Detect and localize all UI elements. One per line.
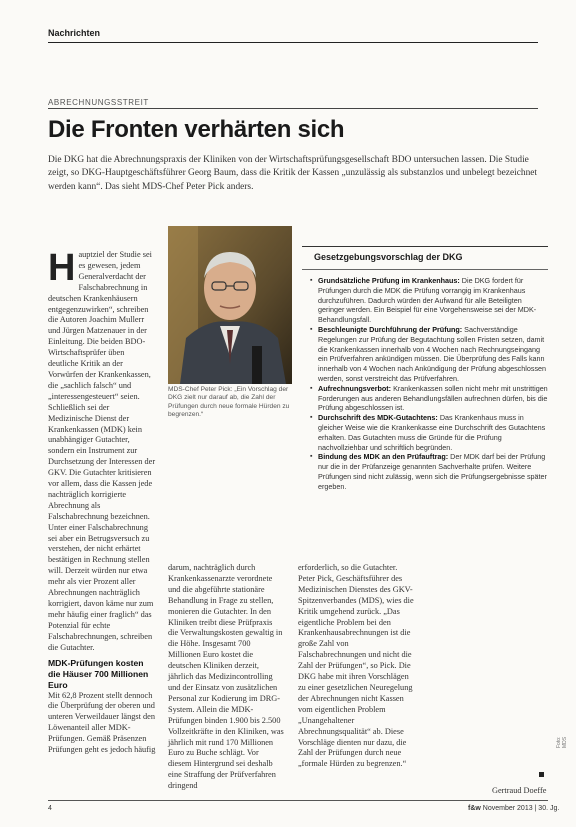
portrait-photo [168,226,292,384]
sidebar-item-title: Bindung des MDK an den Prüfauftrag: [318,452,449,462]
sidebar-item-title: Beschleunigte Durchführung der Prüfung: [318,324,463,334]
column-1-text: auptziel der Studie sei es gewesen, jedem Generalverdacht der Falschabrechnung in deutschen Krankenhäusern entgegenzuwirken“, schreiben die Autoren Joachim Mullerr und Jürgen Matzenauer in der Einleitung. Die beiden BDO-Wirtschaftsprüfer üben deutliche Kritik an der Vorwürfen der Krankenkassen, die „sachlich falsch“ und „interessengesteuert“ seien. Schließlich sei der Medizinische Dienst der Krankenkassen (MDK) kein unabhängiger Gutachter, sondern ein Instrument zur Durchsetzung der Interessen der GKV. Die Gutachter kritisieren vor allem, dass die Kassen jede nachträglich korrigierte Abrechnung als Falschabrechnung bezeichnen. Unter einer Falschabrechnung sei aber ein Betrugsversuch zu verstehen, der nicht erhärtet bestätigen in Rechnung stellen will. Derzeit würden nur etwa mehr als vier Prozent aller Abrechnungen nachträglich korrigiert, davon käme nur zum mehr häufig einer fraglich“ das Potenzial für echte Falschabrechnungen, schreiben die Gutachter. [48,250,156,652]
article-subheading: MDK-Prüfungen kosten die Häuser 700 Millionen Euro [48,657,149,690]
article-column-3: erforderlich, so die Gutachter. Peter Pick, Geschäftsführer des Medizinischen Dienstes des GKV-Spitzenverbandes (MDS), wies die Kritik umgehend zurück. „Das eigentliche Problem bei den Krankenhausabrechnungen ist die große Zahl von Falschabrechnungen und nicht die Zahl der Prüfungen“, so Pick. Die DKG habe mit ihren Vorschlägen zu einer gesetzlichen Neuregelung der Abrechnungen nicht Kassen vom eigentlichen Problem „Unangehaltener Abrechnungsqualität“ ab. Diese Vorschläge dienten nur dazu, die Zahl der Prüfungen durch neue „formale Hürden zu begrenzen.“ [298,563,414,769]
portrait-image [168,226,292,384]
article-lead: Die DKG hat die Abrechnungspraxis der Kliniken von der Wirtschaftsprüfungsgesellschaft BDO untersuchen lassen. Die Studie zeigt, so DKG-Hauptgeschäftsführer Georg Baum, dass die Kritik der Kassen „unzulässig als substanzlos und unbelegt bezeichnet werden kann“. Das sieht MDS-Chef Peter Pick anders. [48,155,538,192]
sidebar-item-text: Der MDK darf bei der Prüfung nur die in der Prüfanzeige genannten Sachverhalte prüfen. Weitere Prüfungen sind nicht zulässig, wenn sich die Prüfungsergebnisse später ergeben. [318,452,547,491]
top-rule [48,42,538,43]
sidebar-item-text: Das Krankenhaus muss in gleicher Weise wie die Krankenkasse eine Durchschrift des Gutachtens erhalten. Das Gutachten muss die Gründe für die Prüfung nachvollziehbar und schriftlich begründen. [318,413,546,452]
sidebar-item [310,413,548,452]
column-1-continued: Mit 62,8 Prozent stellt dennoch die Überprüfung der oberen und unteren Verweildauer längst den Löwenanteil aller MDK-Prüfungen. Gemäß Präsenzen Prüfungen geht es jedoch häufig [48,690,156,755]
bottom-rule [48,800,548,801]
section-label: Nachrichten [48,28,101,38]
sidebar-item-text: Sachverständige Regelungen zur Prüfung der Begutachtung sollen Fristen setzen, damit die Krankenkassen innerhalb von 4 Wochen nach Rechnungseingang ein Prüfverfahren ankündigen müssen. Die Überprüfung des Falls kann innerhalb von 4 Wochen nach Ankündigung der Prüfung abgeschlossen werden, sonst verstreicht das Prüfverfahren. [318,324,547,383]
sidebar-item [310,452,548,491]
sidebar-item-title: Grundsätzliche Prüfung im Krankenhaus: [318,276,460,285]
article-title: Die Fronten verhärten sich [48,116,345,143]
sidebar-item-text: Die DKG fordert für Prüfungen durch die MDK die Prüfung vorrangig im Krankenhaus durchzuführen. Dadurch würden der Aufwand für alle Beteiligten geringer werden. Ein Beispiel für eine Vorgehensweise sei der MDK-Behandlungsfall. [318,276,537,325]
article-column-1 [48,247,156,756]
sidebar-heading: Gesetzgebungsvorschlag der DKG [314,252,463,262]
sidebar-heading-bar [302,246,548,270]
sidebar-item-title: Aufrechnungsverbot: [318,383,392,393]
photo-caption: MDS-Chef Peter Pick: „Ein Vorschlag der DKG zielt nur darauf ab, die Zahl der Prüfungen durch neue formale Hürden zu begrenzen.“ [168,386,290,419]
end-mark [539,772,544,777]
sidebar-item [310,384,548,413]
sidebar-item-title: Durchschrift des MDK-Gutachtens: [318,413,438,423]
kicker-rule [48,108,538,109]
footer-issue [468,805,559,812]
drop-cap: H [48,247,76,289]
article-column-2: darum, nachträglich durch Krankenkassenarzte verordnete und die abgeführte stationäre Behandlung in Frage zu stellen, monieren die Gutachter. In den Kliniken treibt diese Prüfpraxis die Verwaltungskosten gewaltig in die Höhe. Insgesamt 700 Millionen Euro kostet die deutschen Kliniken derzeit, jährlich das Medizincontrolling und der Einsatz von zusätzlichen Personal zur Kodierung im DRG-System. Allein die MDK-Prüfungen binden 1.900 bis 2.500 Vollzeitkräfte in den Kliniken, was jährlich mit rund 170 Millionen Euro zu Buche schlägt. Vor diesem Hintergrund sei deshalb eine Straffung der Prüfverfahren dringend [168,563,284,791]
photo-credit: Foto: MDS [556,736,568,748]
magazine-name: f&w [468,805,481,812]
article-kicker: ABRECHNUNGSSTREIT [48,98,149,107]
sidebar-item [310,325,548,384]
sidebar-item [310,276,548,325]
sidebar-list [310,276,548,492]
issue-date: November 2013 | 30. Jg. [482,805,560,812]
page-number: 4 [48,805,52,812]
article-author: Gertraud Doeffe [492,786,547,795]
sidebar-item-text: Krankenkassen sollen nicht mehr mit unstrittigen Forderungen aus anderen Behandlungsfällen aufrechnen dürfen, bis die Prüfung abgeschlossen ist. [318,383,548,413]
